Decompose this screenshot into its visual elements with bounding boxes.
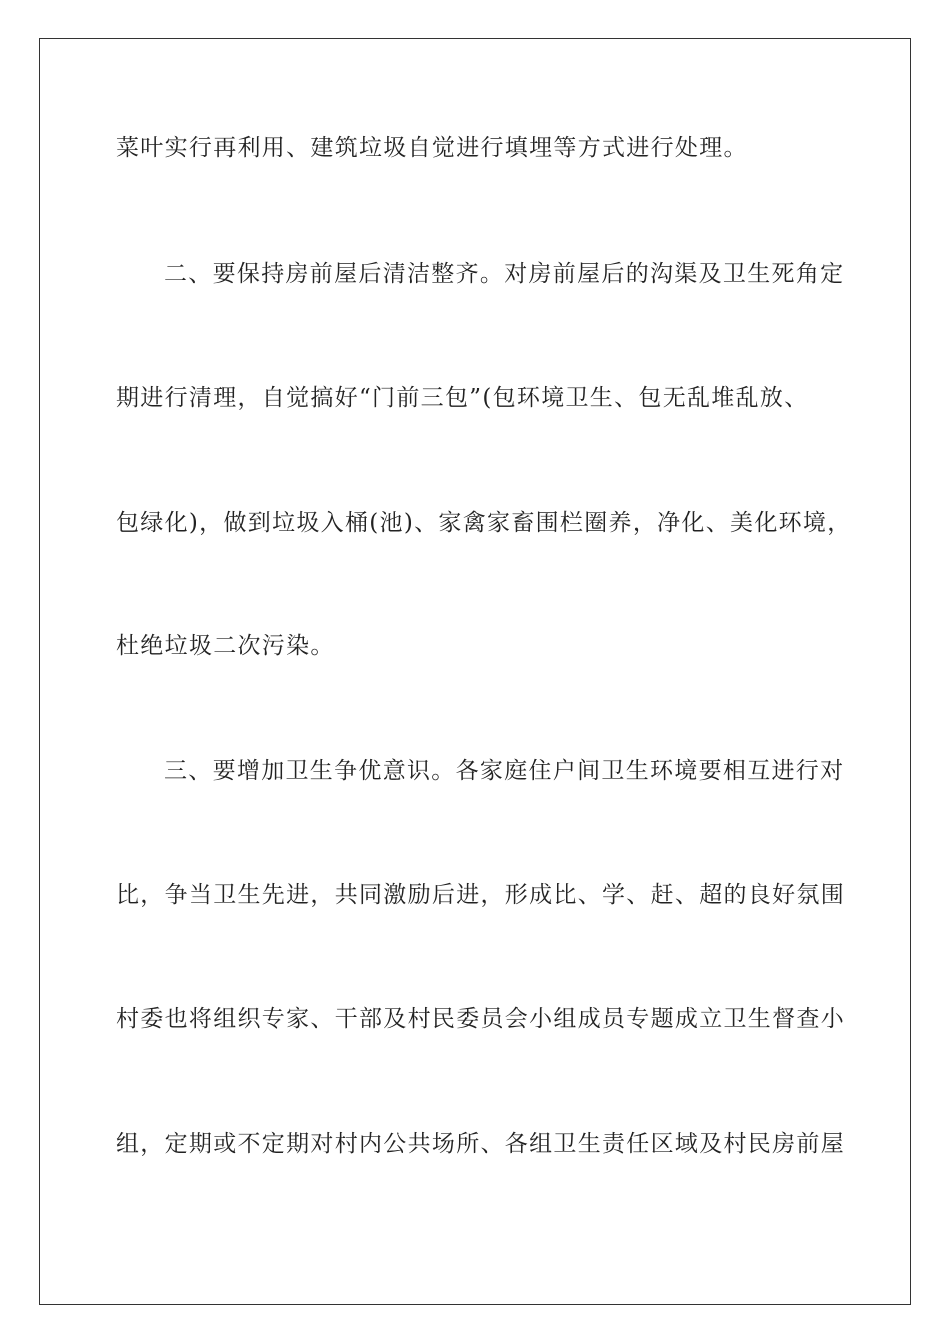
text-line: 比，争当卫生先进，共同激励后进，形成比、学、赶、超的良好氛围 — [116, 882, 845, 908]
text-line: 杜绝垃圾二次污染。 — [116, 633, 335, 659]
text-line: 期进行清理，自觉搞好“门前三包”(包环境卫生、包无乱堆乱放、 — [116, 385, 809, 411]
text-line: 村委也将组织专家、干部及村民委员会小组成员专题成立卫生督查小 — [116, 1006, 845, 1032]
text-line: 菜叶实行再利用、建筑垃圾自觉进行填埋等方式进行处理。 — [116, 135, 748, 161]
page-border — [39, 38, 911, 1305]
text-line: 包绿化)，做到垃圾入桶(池)、家禽家畜围栏圈养，净化、美化环境， — [116, 510, 852, 536]
paragraph-2-first-line: 二、要保持房前屋后清洁整齐。对房前屋后的沟渠及卫生死角定 — [164, 261, 845, 287]
text-line: 组，定期或不定期对村内公共场所、各组卫生责任区域及村民房前屋 — [116, 1131, 845, 1157]
paragraph-3-first-line: 三、要增加卫生争优意识。各家庭住户间卫生环境要相互进行对 — [164, 758, 845, 784]
